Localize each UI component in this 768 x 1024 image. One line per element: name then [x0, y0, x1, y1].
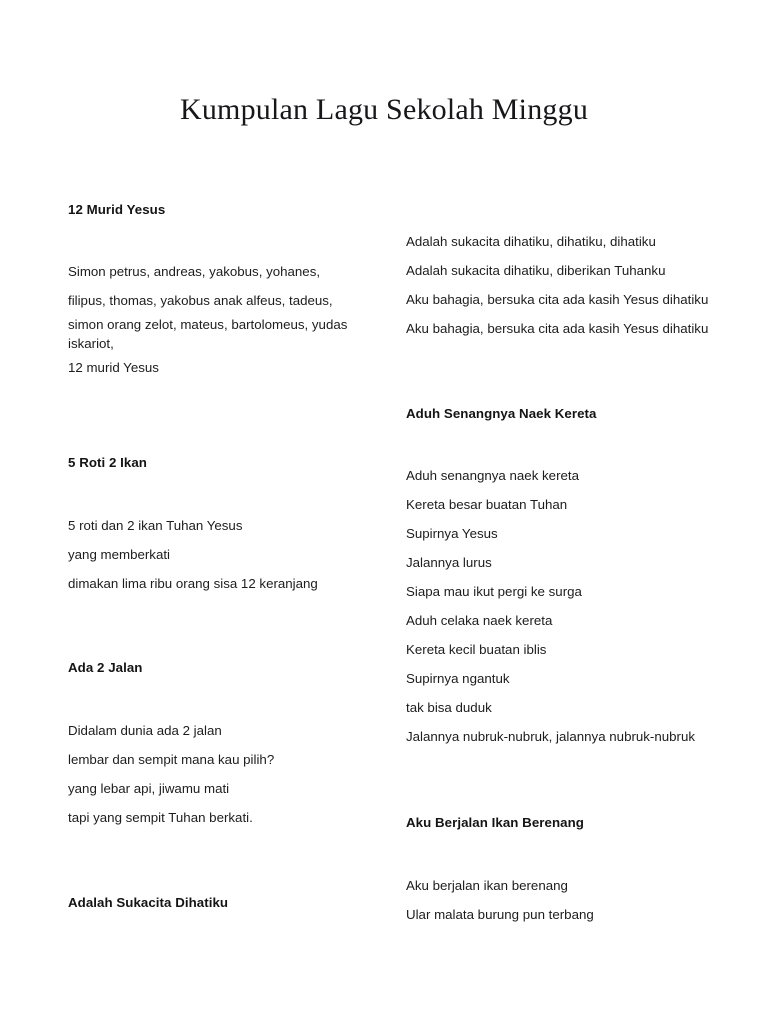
lyric-line: Aduh celaka naek kereta — [406, 613, 553, 628]
lyric-line: Adalah sukacita dihatiku, dihatiku, dihatiku — [406, 234, 656, 249]
lyric-line: lembar dan sempit mana kau pilih? — [68, 752, 275, 767]
song-lyrics-12-murid-yesus — [68, 257, 353, 382]
lyric-line: tapi yang sempit Tuhan berkati. — [68, 810, 253, 825]
song-heading-aku-berjalan-ikan-berenang: Aku Berjalan Ikan Berenang — [406, 815, 584, 830]
lyric-line: Kereta kecil buatan iblis — [406, 642, 547, 657]
lyric-line: 5 roti dan 2 ikan Tuhan Yesus — [68, 518, 243, 533]
lyric-line: yang lebar api, jiwamu mati — [68, 781, 230, 796]
song-lyrics-aku-berjalan-ikan-berenang — [406, 871, 718, 929]
lyric-line: Simon petrus, andreas, yakobus, yohanes, — [68, 264, 321, 279]
lyric-line: Jalannya lurus — [406, 555, 492, 570]
song-lyrics-5-roti-2-ikan — [68, 511, 353, 598]
lyric-line: Aduh senangnya naek kereta — [406, 468, 579, 483]
lyric-line: yang memberkati — [68, 547, 170, 562]
lyric-line: Aku bahagia, bersuka cita ada kasih Yesus dihatiku — [406, 321, 709, 336]
lyric-line: Supirnya ngantuk — [406, 671, 510, 686]
song-lyrics-adalah-sukacita-dihatiku — [406, 227, 718, 343]
lyric-line: Kereta besar buatan Tuhan — [406, 497, 568, 512]
lyric-line: Didalam dunia ada 2 jalan — [68, 723, 222, 738]
lyric-line: Jalannya nubruk-nubruk, jalannya nubruk-nubruk — [406, 729, 696, 744]
lyric-line: Aku berjalan ikan berenang — [406, 878, 568, 893]
lyric-line: simon orang zelot, mateus, bartolomeus, yudas iskariot, — [68, 317, 348, 351]
lyric-line: Ular malata burung pun terbang — [406, 907, 594, 922]
lyric-line: filipus, thomas, yakobus anak alfeus, tadeus, — [68, 293, 333, 308]
song-lyrics-aduh-senangnya-naek-kereta — [406, 461, 718, 751]
lyric-line: 12 murid Yesus — [68, 360, 159, 375]
song-heading-adalah-sukacita-dihatiku: Adalah Sukacita Dihatiku — [68, 895, 229, 910]
song-heading-12-murid-yesus: 12 Murid Yesus — [68, 202, 166, 217]
song-heading-ada-2-jalan: Ada 2 Jalan — [68, 660, 143, 675]
song-heading-5-roti-2-ikan: 5 Roti 2 Ikan — [68, 455, 147, 470]
lyric-line: Adalah sukacita dihatiku, diberikan Tuhanku — [406, 263, 666, 278]
lyric-line: tak bisa duduk — [406, 700, 492, 715]
lyric-line: Aku bahagia, bersuka cita ada kasih Yesus dihatiku — [406, 292, 709, 307]
page-title: Kumpulan Lagu Sekolah Minggu — [179, 93, 589, 126]
song-lyrics-ada-2-jalan — [68, 716, 353, 832]
lyric-line: dimakan lima ribu orang sisa 12 keranjang — [68, 576, 318, 591]
lyric-line: Siapa mau ikut pergi ke surga — [406, 584, 582, 599]
lyric-line: Supirnya Yesus — [406, 526, 498, 541]
song-heading-aduh-senangnya-naek-kereta: Aduh Senangnya Naek Kereta — [406, 406, 597, 421]
